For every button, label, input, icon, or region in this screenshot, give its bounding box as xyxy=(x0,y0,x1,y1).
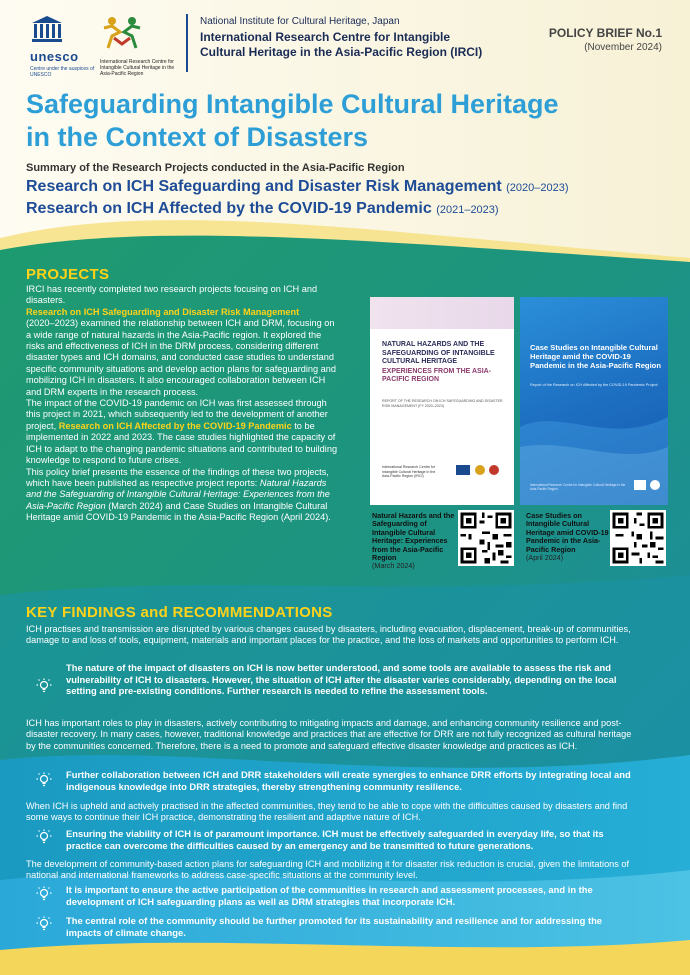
org-nich: National Institute for Cultural Heritage, Japan xyxy=(200,16,400,27)
org-irci-line1: International Research Centre for Intangible xyxy=(200,30,451,44)
recommendation-3: Ensuring the viability of ICH is of paramount importance. ICH must be effectively safeguarded in everyday life, so that its practice can overcome the difficulties caused by an emergency and be transmitted to future generations. xyxy=(66,828,604,851)
unesco-sub: Centre under the auspices of UNESCO xyxy=(30,66,95,78)
book1-caption xyxy=(372,512,458,571)
projects-p3-a: The impact of the COVID-19 pandemic on ICH was first assessed through this project in 2021, which subsequently led to the development of another project, xyxy=(26,398,328,431)
lightbulb-icon xyxy=(36,772,52,788)
finding-paragraph-4: The development of community-based action plans for safeguarding ICH and mobilizing it for disaster risk reduction is crucial, given the limitations of national and international frameworks to address case-specific situations at the community level. xyxy=(26,859,630,881)
projects-p1: IRCI has recently completed two research projects focusing on ICH and disasters. xyxy=(26,284,318,306)
projects-p3 xyxy=(26,398,342,466)
finding-paragraph-3: When ICH is upheld and actively practised in the affected communities, they tend to be able to cope with the difficulties caused by disasters and find some ways to continue their ICH practice, demonstrating the resilient and adaptive nature of ICH. xyxy=(26,801,628,823)
book2-cover-title: Case Studies on Intangible Cultural Heritage amid the COVID-19 Pandemic in the Asia-Pacific Region xyxy=(530,343,661,370)
recommendation-1: The nature of the impact of disasters on ICH is now better understood, and some tools are available to assess the risk and vulnerability of ICH to disasters. However, the situation of ICH after the disaster varies considerably, depending on the local setting and pre-existing conditions. Further research is needed to refine the assessment tools. xyxy=(66,662,617,697)
unesco-logo xyxy=(30,14,96,78)
irci-dancers-icon xyxy=(100,14,144,52)
book2-caption xyxy=(526,512,612,562)
lightbulb-icon xyxy=(36,678,52,694)
recommendation-5: The central role of the community should be further promoted for its sustainability and resilience and for addressing the impacts of climate change. xyxy=(66,915,603,938)
projects-p4 xyxy=(26,467,342,524)
irci-logo xyxy=(100,14,180,77)
unesco-word: unesco xyxy=(30,49,79,64)
project1-name: Research on ICH Safeguarding and Disaster Risk Management xyxy=(26,178,502,195)
header-divider xyxy=(186,14,188,72)
title-line1: Safeguarding Intangible Cultural Heritage xyxy=(26,89,559,119)
book1-subtitle-text: EXPERIENCES FROM THE ASIA-PACIFIC REGION xyxy=(382,367,492,383)
org-block xyxy=(200,16,482,60)
title-line2: in the Context of Disasters xyxy=(26,122,369,152)
projects-p4-a: This policy brief presents the essence of the findings of these two projects, which have been published as respective project reports: xyxy=(26,466,329,488)
project2-years: (2021–2023) xyxy=(436,204,499,216)
projects-p3-b: to be implemented in 2022 and 2023. The case studies highlighted the capacity of ICH to adapt to the changing pandemic situations and contributed to building knowledge to respond to future crises. xyxy=(26,420,338,466)
page-title xyxy=(26,88,666,154)
finding-paragraph-2: ICH has important roles to play in disasters, actively contributing to mitigating impacts and damage, and enhancing community resilience and post-disaster recovery. In many cases, however, traditional knowledge and practices that are effective for DRR are not fully recognized as cultural heritage by the communities concerned. Therefore, there is a need to promote and safeguard effective disaster knowledge and practices as ICH. xyxy=(26,718,632,751)
book2-caption-date: (April 2024) xyxy=(526,553,564,563)
book1-cover-publisher: International Research Centre for Intangible Cultural Heritage in the Asia-Pacific Region (IRCI) xyxy=(382,465,436,478)
recommendation-4: It is important to ensure the active participation of the communities in research and assessment processes, and in the development of ICH safeguarding plans as well as DRM strategies that incorporate ICH. xyxy=(66,884,593,907)
irci-logo-text: International Research Centre for Intangible Cultural Heritage in the Asia-Pacific Region xyxy=(100,59,175,77)
book2-cover-report: Report of the Research on ICH Affected by the COVID-19 Pandemic Project xyxy=(530,383,658,387)
qr-code-icon[interactable] xyxy=(610,510,666,566)
policy-title: POLICY BRIEF No.1 xyxy=(548,26,662,40)
book2-caption-title: Case Studies on Intangible Cultural Heritage amid COVID-19 Pandemic in the Asia-Pacific Region xyxy=(526,511,609,554)
project-title-2 xyxy=(26,200,499,218)
book1-cover-report: REPORT OF THE RESEARCH ON ICH SAFEGUARDING AND DISASTER RISK MANAGEMENT (FY 2020–2023) xyxy=(382,399,503,408)
finding-paragraph-1: ICH practises and transmission are disrupted by various changes caused by disasters, including evacuation, displacement, break-up of communities, damage to and loss of tools, equipment, materials and important places for the practice, and the loss of markets and opportunities to perform ICH. xyxy=(26,624,631,646)
org-irci-line2: Cultural Heritage in the Asia-Pacific Region (IRCI) xyxy=(200,45,483,59)
qr-code-icon[interactable] xyxy=(458,510,514,566)
findings-heading: KEY FINDINGS and RECOMMENDATIONS xyxy=(26,604,333,621)
book2-pattern-icon xyxy=(520,297,668,505)
report-cover-natural-hazards[interactable] xyxy=(370,297,514,505)
project-title-1 xyxy=(26,178,569,196)
book1-cover-title xyxy=(382,341,508,385)
policy-date: (November 2024) xyxy=(584,42,662,53)
org-irci xyxy=(200,30,482,60)
lightbulb-icon xyxy=(36,829,52,845)
summary-label: Summary of the Research Projects conducted in the Asia-Pacific Region xyxy=(26,162,405,174)
lightbulb-icon xyxy=(36,916,52,932)
book1-title-text: NATURAL HAZARDS AND THE SAFEGUARDING OF INTANGIBLE CULTURAL HERITAGE xyxy=(382,341,495,365)
project2-name: Research on ICH Affected by the COVID-19 Pandemic xyxy=(26,200,432,217)
projects-text xyxy=(26,284,342,524)
header xyxy=(0,0,690,82)
book2-cover-publisher: International Research Centre for Intangible Cultural Heritage in the Asia-Pacific Region xyxy=(530,483,626,491)
project1-years: (2020–2023) xyxy=(506,182,569,194)
policy-brief xyxy=(549,26,662,53)
book1-logos-icon xyxy=(456,463,506,477)
projects-heading: PROJECTS xyxy=(26,266,110,283)
book2-logos-icon xyxy=(634,479,662,491)
projects-p2-body: (2020–2023) examined the relationship between ICH and DRM, focusing on a wide range of natural hazards in the Asia-Pacific region. It explored the risks and effectiveness of ICH in the DRM process, considering different disaster types and ICH domains, and conducted case studies to understand specific community situations and develop action plans for safeguarding and mobilizing ICH in disasters. It also encouraged collaboration between ICH and DRM experts in the research process. xyxy=(26,318,337,397)
projects-p4-italic: Natural Hazards and the Safeguarding of Intangible Cultural Heritage: Experiences from the Asia-Pacific Region xyxy=(26,477,330,511)
project2-highlight: Research on ICH Affected by the COVID-19 Pandemic xyxy=(58,420,292,431)
projects-p2 xyxy=(26,307,342,398)
projects-p4-b: (March 2024) and Case Studies on Intangible Cultural Heritage amid COVID-19 Pandemic in the Asia-Pacific Region (April 2024). xyxy=(26,500,331,523)
book1-caption-title: Natural Hazards and the Safeguarding of Intangible Cultural Heritage: Experiences from the Asia-Pacific Region xyxy=(372,511,455,563)
cover-band xyxy=(370,297,514,329)
lightbulb-icon xyxy=(36,886,52,902)
book1-caption-date: (March 2024) xyxy=(372,561,415,571)
recommendation-2: Further collaboration between ICH and DRR stakeholders will create synergies to enhance DRR efforts by integrating local and indigenous knowledge into DRR strategies, thereby strengthening community resilience. xyxy=(66,769,631,792)
report-cover-covid[interactable] xyxy=(520,297,668,505)
unesco-temple-icon xyxy=(30,14,64,44)
project1-highlight: Research on ICH Safeguarding and Disaster Risk Management xyxy=(26,306,300,317)
